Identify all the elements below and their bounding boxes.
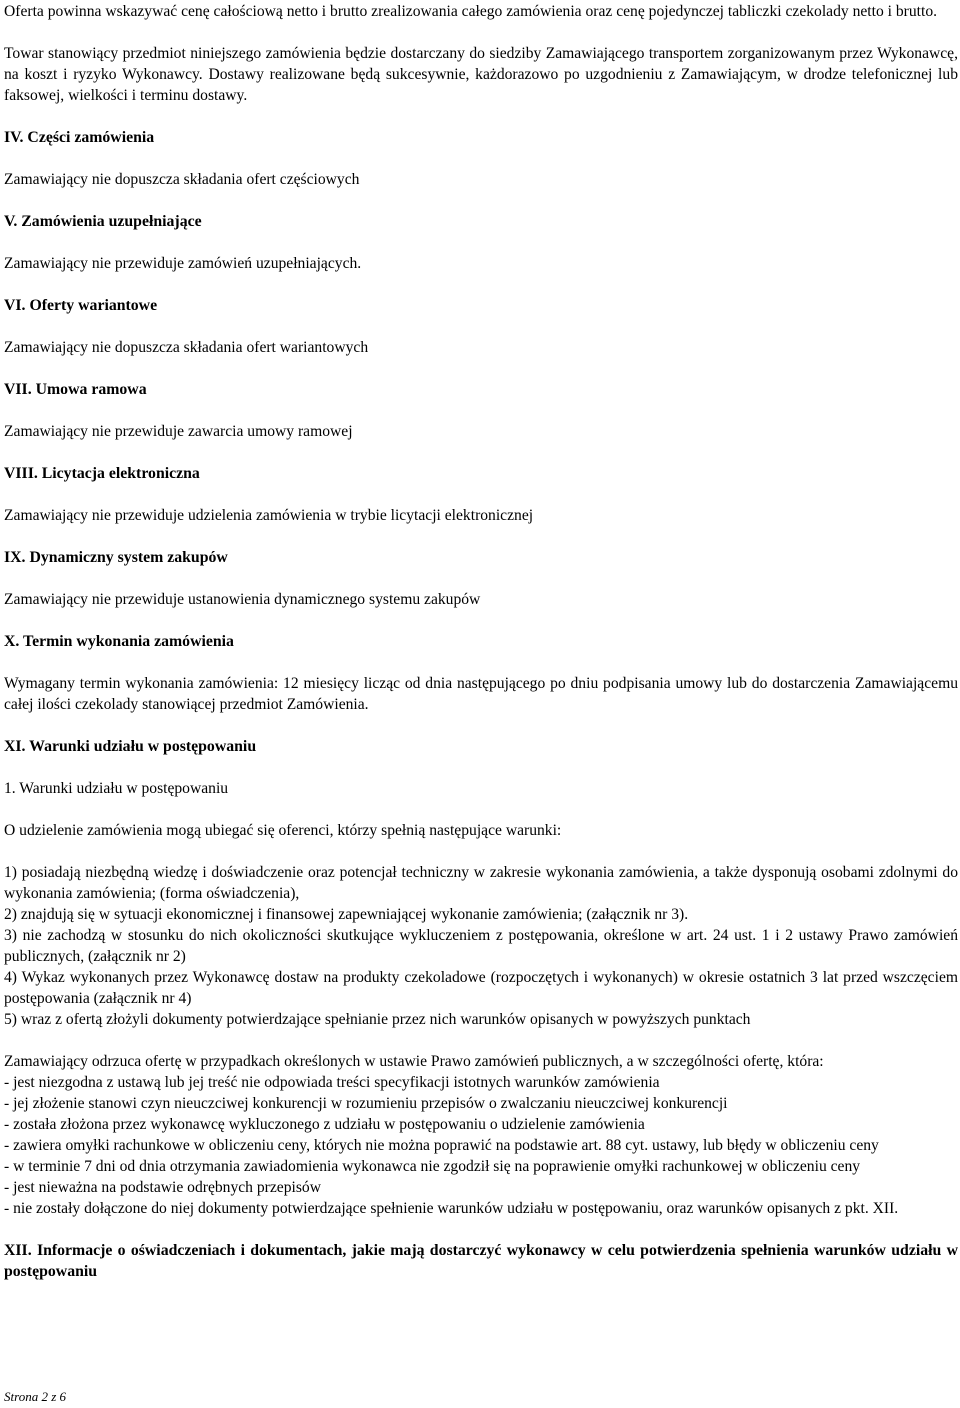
condition-item: 5) wraz z ofertą złożyli dokumenty potwierdzające spełnianie przez nich warunków opisanych w powyższych punktach bbox=[4, 1011, 751, 1028]
section-viii-heading: VIII. Licytacja elektroniczna bbox=[4, 465, 200, 482]
rejection-lead: Zamawiający odrzuca ofertę w przypadkach określonych w ustawie Prawo zamówień publicznych, a w szczególności ofertę, która: bbox=[4, 1053, 824, 1070]
section-xi-lead: O udzielenie zamówienia mogą ubiegać się oferenci, którzy spełnią następujące warunki: bbox=[4, 822, 562, 839]
rejection-item: - zawiera omyłki rachunkowe w obliczeniu ceny, których nie można poprawić na podstawie art. 88 cyt. ustawy, lub błędy w obliczeniu ceny bbox=[4, 1137, 879, 1154]
section-iv-text: Zamawiający nie dopuszcza składania ofert częściowych bbox=[4, 171, 360, 188]
rejection-item: - została złożona przez wykonawcę wykluczonego z udziału w postępowaniu o udzielenie zamówienia bbox=[4, 1116, 645, 1133]
section-vii-text: Zamawiający nie przewiduje zawarcia umowy ramowej bbox=[4, 423, 353, 440]
section-xii-heading: XII. Informacje o oświadczeniach i dokumentach, jakie mają dostarczyć wykonawcy w celu potwierdzenia spełnienia warunków udziału w postępowaniu bbox=[4, 1242, 958, 1280]
condition-item: 4) Wykaz wykonanych przez Wykonawcę dostaw na produkty czekoladowe (rozpoczętych i wykonanych) w okresie ostatnich 3 lat przed wszczęciem postępowania (załącznik nr 4) bbox=[4, 969, 958, 1007]
condition-item: 3) nie zachodzą w stosunku do nich okoliczności skutkujące wykluczeniem z postępowania, określone w art. 24 ust. 1 i 2 ustawy Prawo zamówień publicznych, (załącznik nr 2) bbox=[4, 927, 958, 965]
section-ix-text: Zamawiający nie przewiduje ustanowienia dynamicznego systemu zakupów bbox=[4, 591, 481, 608]
section-iv-heading: IV. Części zamówienia bbox=[4, 129, 155, 146]
section-vi-heading: VI. Oferty wariantowe bbox=[4, 297, 158, 314]
conditions-list bbox=[4, 862, 958, 1030]
section-v-heading: V. Zamówienia uzupełniające bbox=[4, 213, 202, 230]
section-vi-text: Zamawiający nie dopuszcza składania ofert wariantowych bbox=[4, 339, 369, 356]
rejections-list bbox=[4, 1072, 958, 1219]
rejection-item: - jest nieważna na podstawie odrębnych przepisów bbox=[4, 1179, 321, 1196]
section-v-text: Zamawiający nie przewiduje zamówień uzupełniających. bbox=[4, 255, 362, 272]
rejection-item: - jej złożenie stanowi czyn nieuczciwej konkurencji w rozumieniu przepisów o zwalczaniu nieuczciwej konkurencji bbox=[4, 1095, 728, 1112]
page-number-footer: Strona 2 z 6 bbox=[4, 1389, 66, 1404]
section-vii-heading: VII. Umowa ramowa bbox=[4, 381, 147, 398]
document-page bbox=[4, 1, 958, 1282]
intro-paragraph-delivery: Towar stanowiący przedmiot niniejszego zamówienia będzie dostarczany do siedziby Zamawiającego transportem zorganizowanym przez Wykonawcę, na koszt i ryzyko Wykonawcy. Dostawy realizowane będą sukcesywnie, każdorazowo po uzgodnieniu z Zamawiającym, w drodze telefonicznej lub faksowej, wielkości i terminu dostawy. bbox=[4, 45, 958, 104]
rejection-item: - jest niezgodna z ustawą lub jej treść nie odpowiada treści specyfikacji istotnych warunków zamówienia bbox=[4, 1074, 660, 1091]
condition-item: 1) posiadają niezbędną wiedzę i doświadczenie oraz potencjał techniczny w zakresie wykonania zamówienia, a także dysponują osobami zdolnymi do wykonania zamówienia; (forma oświadczenia), bbox=[4, 864, 958, 902]
rejection-item: - nie zostały dołączone do niej dokumenty potwierdzające spełnienie warunków udziału w postępowaniu, oraz warunków opisanych z pkt. XII. bbox=[4, 1200, 899, 1217]
section-x-text: Wymagany termin wykonania zamówienia: 12 miesięcy licząc od dnia następującego po dniu podpisania umowy lub do dostarczenia Zamawiającemu całej ilości czekolady stanowiącej przedmiot Zamówienia. bbox=[4, 675, 958, 713]
section-xi-subheading: 1. Warunki udziału w postępowaniu bbox=[4, 780, 229, 797]
section-x-heading: X. Termin wykonania zamówienia bbox=[4, 633, 234, 650]
section-viii-text: Zamawiający nie przewiduje udzielenia zamówienia w trybie licytacji elektronicznej bbox=[4, 507, 534, 524]
section-ix-heading: IX. Dynamiczny system zakupów bbox=[4, 549, 228, 566]
rejection-item: - w terminie 7 dni od dnia otrzymania zawiadomienia wykonawca nie zgodził się na poprawienie omyłki rachunkowej w obliczeniu ceny bbox=[4, 1158, 861, 1175]
section-xi-heading: XI. Warunki udziału w postępowaniu bbox=[4, 738, 257, 755]
intro-paragraph-price: Oferta powinna wskazywać cenę całościową netto i brutto zrealizowania całego zamówienia oraz cenę pojedynczej tabliczki czekolady netto i brutto. bbox=[4, 3, 938, 20]
condition-item: 2) znajdują się w sytuacji ekonomicznej i finansowej zapewniającej wykonanie zamówienia; (załącznik nr 3). bbox=[4, 906, 689, 923]
